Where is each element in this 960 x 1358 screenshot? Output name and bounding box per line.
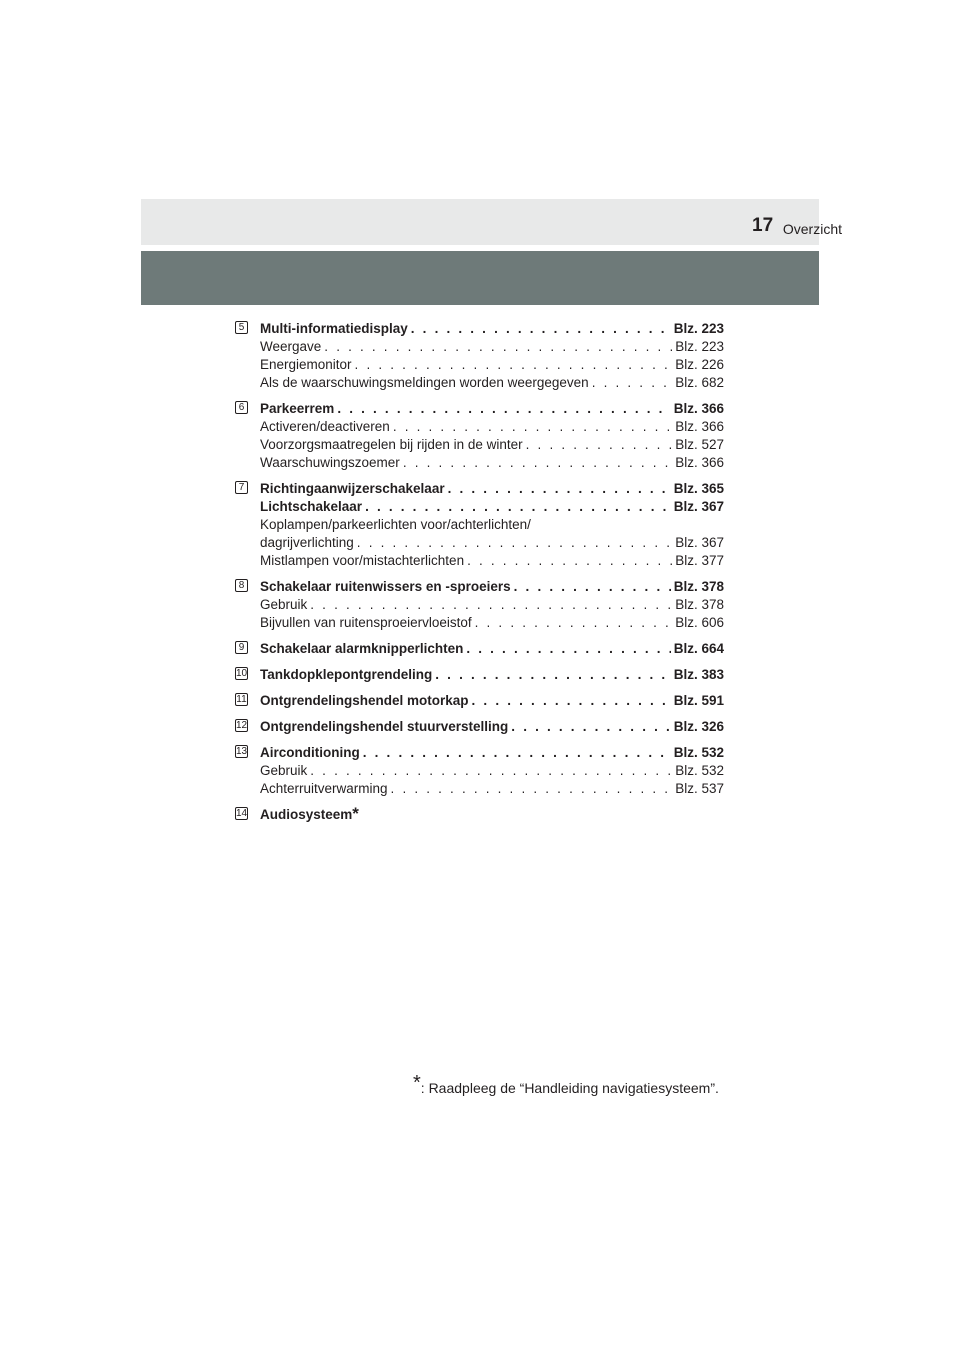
toc-label: Ontgrendelingshendel stuurverstelling	[260, 719, 509, 734]
dot-leader	[324, 338, 672, 356]
toc-label: Activeren/deactiveren	[260, 419, 390, 434]
dot-leader	[365, 498, 671, 516]
dot-leader	[310, 762, 672, 780]
dot-leader	[467, 552, 672, 570]
footnote	[413, 1072, 719, 1096]
section-number-badge: 6	[235, 401, 248, 414]
toc-label: Ontgrendelingshendel motorkap	[260, 693, 469, 708]
toc-page-ref[interactable]: Blz. 366	[675, 419, 724, 434]
toc-subentry[interactable]	[260, 436, 724, 454]
dot-leader	[526, 436, 673, 454]
toc-page-ref[interactable]: Blz. 377	[675, 553, 724, 568]
toc-page-ref[interactable]: Blz. 532	[675, 763, 724, 778]
toc-page-ref[interactable]: Blz. 606	[675, 615, 724, 630]
page-number: 17	[752, 215, 774, 236]
toc-page-ref[interactable]: Blz. 366	[673, 401, 724, 416]
dot-leader	[511, 718, 670, 736]
toc-section	[236, 578, 724, 632]
footnote-asterisk: *	[413, 1072, 421, 1094]
toc-page-ref[interactable]: Blz. 326	[673, 719, 724, 734]
header-band	[141, 251, 819, 305]
dot-leader	[310, 596, 672, 614]
section-number-badge: 10	[236, 668, 248, 679]
section-number-badge: 13	[236, 746, 248, 757]
dot-leader	[393, 418, 672, 436]
section-number-badge: 14	[236, 808, 248, 819]
toc-page-ref[interactable]: Blz. 378	[675, 597, 724, 612]
toc-subentry[interactable]	[260, 374, 724, 392]
dot-leader	[592, 374, 673, 392]
toc-entry[interactable]	[260, 498, 724, 516]
toc-label: Lichtschakelaar	[260, 499, 363, 514]
toc-subentry[interactable]	[260, 454, 724, 472]
dot-leader	[448, 480, 671, 498]
section-number-badge: 8	[235, 579, 248, 592]
toc-page-ref[interactable]: Blz. 223	[673, 321, 724, 336]
toc-entry[interactable]	[260, 666, 724, 684]
toc-entry[interactable]	[260, 400, 724, 418]
toc-label: Audiosysteem	[260, 807, 353, 822]
toc-subentry[interactable]	[260, 418, 724, 436]
section-number-badge: 7	[235, 481, 248, 494]
toc-label: Gebruik	[260, 597, 308, 612]
toc-label: Achterruitverwarming	[260, 781, 388, 796]
toc-page-ref[interactable]: Blz. 682	[675, 375, 724, 390]
toc-section	[236, 400, 724, 472]
toc-page-ref[interactable]: Blz. 378	[673, 579, 724, 594]
toc-entry[interactable]	[260, 578, 724, 596]
dot-leader	[357, 534, 672, 552]
toc-label: Schakelaar alarmknipperlichten	[260, 641, 464, 656]
toc-section	[236, 640, 724, 658]
toc-entry[interactable]	[260, 692, 724, 710]
toc-subentry[interactable]	[260, 596, 724, 614]
toc-label: Weergave	[260, 339, 322, 354]
toc-label: Bijvullen van ruitensproeiervloeistof	[260, 615, 472, 630]
toc-entry[interactable]: Audiosysteem *	[260, 804, 359, 823]
toc-entry[interactable]	[260, 744, 724, 762]
toc-label: Gebruik	[260, 763, 308, 778]
toc-label: Richtingaanwijzerschakelaar	[260, 481, 445, 496]
toc-section	[236, 666, 724, 684]
dot-leader	[466, 640, 670, 658]
dot-leader	[435, 666, 670, 684]
toc-page-ref[interactable]: Blz. 537	[675, 781, 724, 796]
dot-leader	[363, 744, 671, 762]
toc-section	[236, 320, 724, 392]
toc-section	[236, 718, 724, 736]
dot-leader	[411, 320, 671, 338]
toc-section	[236, 806, 724, 824]
toc-entry[interactable]	[260, 320, 724, 338]
toc-page-ref[interactable]: Blz. 367	[673, 499, 724, 514]
section-number-badge: 5	[235, 321, 248, 334]
toc-label: Airconditioning	[260, 745, 360, 760]
toc-label: Tankdopklepontgrendeling	[260, 667, 433, 682]
toc-entry[interactable]	[260, 718, 724, 736]
toc-subentry[interactable]	[260, 614, 724, 632]
table-of-contents	[236, 320, 724, 832]
toc-page-ref[interactable]: Blz. 365	[673, 481, 724, 496]
dot-leader	[472, 692, 671, 710]
toc-subentry[interactable]	[260, 762, 724, 780]
toc-label: Koplampen/parkeerlichten voor/achterlichten/	[260, 517, 531, 532]
toc-subentry[interactable]	[260, 552, 724, 570]
toc-page-ref[interactable]: Blz. 367	[675, 535, 724, 550]
toc-subentry[interactable]	[260, 516, 724, 534]
toc-page-ref[interactable]: Blz. 527	[675, 437, 724, 452]
toc-label: Als de waarschuwingsmeldingen worden weergegeven	[260, 375, 589, 390]
dot-leader	[403, 454, 672, 472]
toc-entry[interactable]	[260, 480, 724, 498]
toc-label: Schakelaar ruitenwissers en -sproeiers	[260, 579, 511, 594]
toc-page-ref[interactable]: Blz. 226	[675, 357, 724, 372]
toc-page-ref[interactable]: Blz. 223	[675, 339, 724, 354]
footnote-text: : Raadpleeg de “Handleiding navigatiesysteem”.	[420, 1080, 719, 1096]
toc-label: Energiemonitor	[260, 357, 352, 372]
toc-section	[236, 744, 724, 798]
section-title: Overzicht	[782, 221, 842, 237]
toc-label: Mistlampen voor/mistachterlichten	[260, 553, 465, 568]
toc-subentry[interactable]	[260, 338, 724, 356]
dot-leader	[391, 780, 673, 798]
header-bar	[141, 199, 819, 245]
dot-leader	[475, 614, 673, 632]
toc-page-ref[interactable]: Blz. 664	[673, 641, 724, 656]
dot-leader	[355, 356, 673, 374]
toc-section	[236, 480, 724, 570]
toc-label: Multi-informatiedisplay	[260, 321, 408, 336]
dot-leader	[514, 578, 671, 596]
toc-label: Waarschuwingszoemer	[260, 455, 400, 470]
toc-subentry[interactable]	[260, 534, 724, 552]
toc-label: dagrijverlichting	[260, 535, 354, 550]
toc-entry[interactable]	[260, 640, 724, 658]
toc-section	[236, 692, 724, 710]
toc-label: Voorzorgsmaatregelen bij rijden in de winter	[260, 437, 523, 452]
toc-page-ref[interactable]: Blz. 366	[675, 455, 724, 470]
section-number-badge: 12	[236, 720, 248, 731]
toc-page-ref[interactable]: Blz. 591	[673, 693, 724, 708]
toc-page-ref[interactable]: Blz. 383	[673, 667, 724, 682]
toc-subentry[interactable]	[260, 356, 724, 374]
toc-subentry[interactable]	[260, 780, 724, 798]
section-number-badge: 9	[235, 641, 248, 654]
section-number-badge: 11	[236, 694, 247, 705]
toc-page-ref[interactable]: Blz. 532	[673, 745, 724, 760]
toc-label: Parkeerrem	[260, 401, 335, 416]
dot-leader	[337, 400, 670, 418]
